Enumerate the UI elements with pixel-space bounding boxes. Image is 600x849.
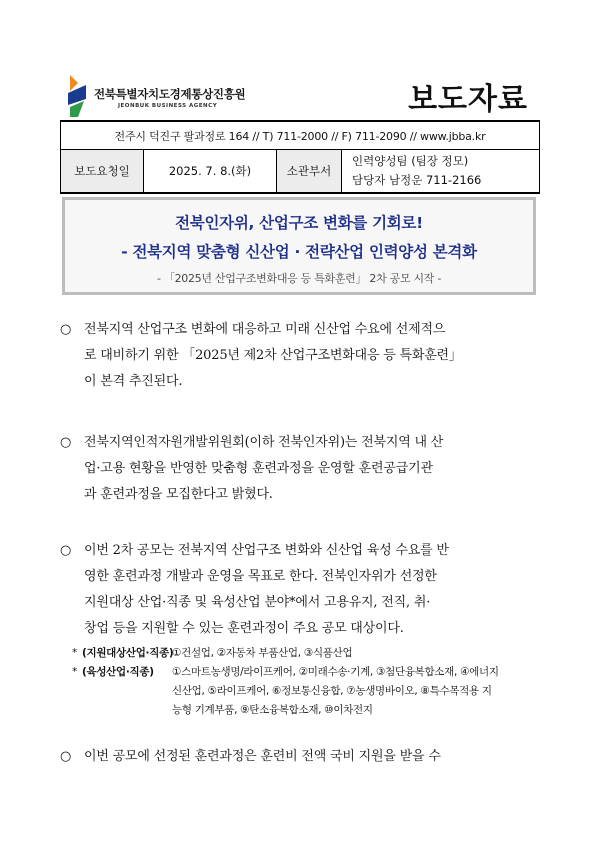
paragraph-line: 영한 훈련과정 개발과 운영을 목표로 한다. 전북인자위가 선정한 [84,569,437,584]
dept-contact: 담당자 남정운 711-2166 [352,173,482,187]
contact-line: 전주시 덕진구 팔과정로 164 // T) 711-2000 // F) 711-2090 // www.jbba.kr [61,121,540,150]
paragraph-4 [60,744,538,770]
agency-emblem-icon [66,73,90,119]
paragraph-line: 전북지역인적자원개발위원회(이하 전북인자위)는 전북지역 내 산 [84,435,444,450]
headline-sub: - 「2025년 산업구조변화대응 등 특화훈련」 2차 공모 시작 - [157,272,441,285]
paragraph-line: 과 훈련과정을 모집한다고 밝혔다. [84,487,273,502]
org-logo [66,73,256,119]
footnote-heading: (지원대상산업·직종) [82,647,174,659]
date-value: 2025. 7. 8.(화) [144,150,277,194]
paragraph-line: 이번 공모에 선정된 훈련과정은 훈련비 전액 국비 지원을 받을 수 [84,749,441,764]
press-info-table [60,120,540,194]
org-name-ko: 전북특별자치도경제통상진흥원 [94,87,246,101]
headline-second: - 전북지역 맞춤형 신산업 · 전략산업 인력양성 본격화 [121,243,477,261]
dept-team: 인력양성팀 (팀장 정모) [352,154,469,168]
paragraph-1 [60,317,538,395]
paragraph-line: 로 대비하기 위한 「2025년 제2차 산업구조변화대응 등 특화훈련」 [84,348,462,363]
paragraph-line: 창업 등을 지원할 수 있는 훈련과정이 주요 공모 대상이다. [84,621,404,636]
bullet-circle: ○ [60,543,72,558]
footnote-growth-industries [72,663,542,720]
paragraph-line: 전북지역 산업구조 변화에 대응하고 미래 신산업 수요에 선제적으 [84,322,446,337]
headline-box [62,197,536,295]
paragraph-3 [60,538,538,642]
press-release-title: 보도자료 [408,82,528,117]
footnotes [72,644,542,720]
footnote-text: ①건설업, ②자동차 부품산업, ③식품산업 [172,647,353,659]
bullet-circle: ○ [60,435,72,450]
bullet-circle: ○ [60,322,72,337]
bullet-circle: ○ [60,749,72,764]
footnote-text: ①스마트농생명/라이프케어, ②미래수송·기계, ③첨단융복합소재, ④에너지 [172,666,499,678]
headline-main: 전북인자위, 산업구조 변화를 기회로! [175,214,423,232]
footnote-star: * [72,666,77,678]
footnote-text: 신산업, ⑤라이프케어, ⑥정보통신융합, ⑦농생명바이오, ⑧특수목적용 지 [172,685,492,697]
footnote-star: * [72,647,77,659]
footnote-text: 능형 기계부품, ⑨탄소융복합소재, ⑩이차전지 [172,704,373,716]
paragraph-2 [60,430,538,508]
footnote-heading: (육성산업·직종) [82,666,154,678]
paragraph-line: 이번 2차 공모는 전북지역 산업구조 변화와 신산업 육성 수요를 반 [84,543,449,558]
paragraph-line: 업·고용 현황을 반영한 맞춤형 훈련과정을 운영할 훈련공급기관 [84,461,433,476]
paragraph-line: 이 본격 추진된다. [84,374,183,389]
org-name-en: JEONBUK BUSINESS AGENCY [118,103,218,109]
footnote-target-industries [72,644,542,663]
dept-label: 소관부서 [277,150,342,194]
date-label: 보도요청일 [61,150,144,194]
dept-info [342,150,540,194]
paragraph-line: 지원대상 산업·직종 및 육성산업 분야*에서 고용유지, 전직, 취· [84,595,431,610]
